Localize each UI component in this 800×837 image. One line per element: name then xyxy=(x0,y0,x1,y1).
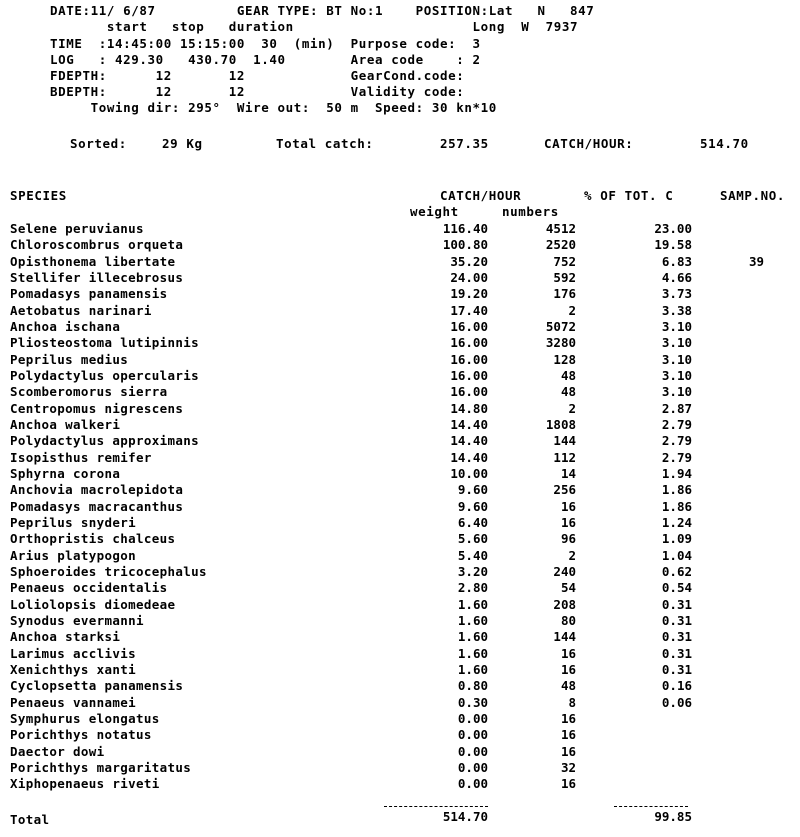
weight-value: 1.60 xyxy=(457,646,488,661)
column-header-species: SPECIES xyxy=(10,188,67,203)
numbers-value: 48 xyxy=(560,384,576,399)
pct-value: 1.86 xyxy=(661,499,692,514)
numbers-value: 2 xyxy=(568,548,576,563)
species-name: Centropomus nigrescens xyxy=(10,401,184,416)
species-name: Chloroscombrus orqueta xyxy=(10,237,184,252)
species-name: Arius platypogon xyxy=(10,548,137,563)
species-name: Daector dowi xyxy=(10,744,105,759)
pct-value: 0.31 xyxy=(661,597,692,612)
pct-value: 0.31 xyxy=(661,613,692,628)
species-name: Pomadasys macracanthus xyxy=(10,499,184,514)
numbers-value: 5072 xyxy=(545,319,576,334)
species-name: Sphoeroides tricocephalus xyxy=(10,564,207,579)
weight-value: 24.00 xyxy=(450,270,488,285)
species-name: Opisthonema libertate xyxy=(10,254,176,269)
numbers-value: 752 xyxy=(553,254,576,269)
pct-value: 4.66 xyxy=(661,270,692,285)
column-header-pct-of-total: % OF TOT. C xyxy=(584,188,674,203)
weight-value: 0.30 xyxy=(457,695,488,710)
species-name: Polydactylus opercularis xyxy=(10,368,200,383)
pct-value: 1.09 xyxy=(661,531,692,546)
numbers-value: 16 xyxy=(560,711,576,726)
header-line-towing: Towing dir: 295° Wire out: 50 m Speed: 30 kn*10 xyxy=(50,100,497,115)
species-name: Selene peruvianus xyxy=(10,221,144,236)
numbers-value: 592 xyxy=(553,270,576,285)
species-name: Sphyrna corona xyxy=(10,466,121,481)
total-weight: 514.70 xyxy=(442,809,488,824)
numbers-value: 48 xyxy=(560,368,576,383)
pct-value: 3.10 xyxy=(661,368,692,383)
numbers-value: 144 xyxy=(553,629,576,644)
weight-value: 5.40 xyxy=(457,548,488,563)
weight-value: 0.80 xyxy=(457,678,488,693)
numbers-value: 1808 xyxy=(545,417,576,432)
weight-value: 1.60 xyxy=(457,597,488,612)
weight-value: 0.00 xyxy=(457,776,488,791)
weight-value: 100.80 xyxy=(442,237,488,252)
numbers-value: 176 xyxy=(553,286,576,301)
weight-value: 17.40 xyxy=(450,303,488,318)
header-line-time: TIME :14:45:00 15:15:00 30 (min) Purpose code: 3 xyxy=(50,36,481,51)
weight-value: 14.40 xyxy=(450,433,488,448)
pct-value: 0.62 xyxy=(661,564,692,579)
weight-value: 14.40 xyxy=(450,450,488,465)
numbers-value: 32 xyxy=(560,760,576,775)
pct-value: 2.79 xyxy=(661,433,692,448)
numbers-value: 3280 xyxy=(545,335,576,350)
numbers-value: 2 xyxy=(568,303,576,318)
weight-value: 116.40 xyxy=(442,221,488,236)
pct-value: 0.31 xyxy=(661,646,692,661)
pct-value: 0.06 xyxy=(661,695,692,710)
weight-value: 16.00 xyxy=(450,384,488,399)
species-name: Aetobatus narinari xyxy=(10,303,152,318)
pct-value: 23.00 xyxy=(654,221,692,236)
total-pct: 99.85 xyxy=(654,809,692,824)
pct-value: 0.16 xyxy=(661,678,692,693)
species-name: Anchoa starksi xyxy=(10,629,121,644)
species-name: Porichthys margaritatus xyxy=(10,760,192,775)
total-label: Total xyxy=(10,812,50,827)
species-name: Orthopristis chalceus xyxy=(10,531,176,546)
numbers-value: 256 xyxy=(553,482,576,497)
pct-value: 1.04 xyxy=(661,548,692,563)
header-line-bdepth: BDEPTH: 12 12 Validity code: xyxy=(50,84,465,99)
numbers-value: 112 xyxy=(553,450,576,465)
species-name: Pliosteostoma lutipinnis xyxy=(10,335,200,350)
column-header-samp-no: SAMP.NO. xyxy=(720,188,786,203)
species-name: Scomberomorus sierra xyxy=(10,384,168,399)
catch-hour-label: CATCH/HOUR: xyxy=(544,136,634,151)
samp-value: 39 xyxy=(748,254,764,269)
numbers-value: 208 xyxy=(553,597,576,612)
species-name: Stellifer illecebrosus xyxy=(10,270,184,285)
species-name: Xiphopenaeus riveti xyxy=(10,776,160,791)
header-line-date-gear-position: DATE:11/ 6/87 GEAR TYPE: BT No:1 POSITION:Lat N 847 xyxy=(50,3,595,18)
pct-value: 19.58 xyxy=(654,237,692,252)
pct-value: 2.79 xyxy=(661,417,692,432)
numbers-value: 16 xyxy=(560,646,576,661)
pct-value: 3.10 xyxy=(661,384,692,399)
species-name: Peprilus medius xyxy=(10,352,129,367)
species-name: Polydactylus approximans xyxy=(10,433,200,448)
subheader-numbers: numbers xyxy=(502,204,559,219)
weight-value: 9.60 xyxy=(457,499,488,514)
species-name: Xenichthys xanti xyxy=(10,662,137,677)
weight-value: 5.60 xyxy=(457,531,488,546)
weight-value: 9.60 xyxy=(457,482,488,497)
species-name: Synodus evermanni xyxy=(10,613,144,628)
weight-value: 3.20 xyxy=(457,564,488,579)
numbers-value: 8 xyxy=(568,695,576,710)
numbers-value: 16 xyxy=(560,727,576,742)
weight-value: 16.00 xyxy=(450,335,488,350)
pct-value: 0.31 xyxy=(661,662,692,677)
total-weight-rule xyxy=(384,806,488,807)
pct-value: 0.54 xyxy=(661,580,692,595)
numbers-value: 16 xyxy=(560,515,576,530)
weight-value: 1.60 xyxy=(457,613,488,628)
header-line-log: LOG : 429.30 430.70 1.40 Area code : 2 xyxy=(50,52,481,67)
weight-value: 1.60 xyxy=(457,662,488,677)
pct-value: 1.24 xyxy=(661,515,692,530)
pct-value: 1.86 xyxy=(661,482,692,497)
pct-value: 3.10 xyxy=(661,352,692,367)
species-name: Porichthys notatus xyxy=(10,727,152,742)
species-name: Symphurus elongatus xyxy=(10,711,160,726)
pct-value: 2.79 xyxy=(661,450,692,465)
species-name: Cyclopsetta panamensis xyxy=(10,678,184,693)
weight-value: 0.00 xyxy=(457,711,488,726)
numbers-value: 48 xyxy=(560,678,576,693)
subheader-weight: weight xyxy=(410,204,459,219)
species-name: Loliolopsis diomedeae xyxy=(10,597,176,612)
numbers-value: 16 xyxy=(560,744,576,759)
numbers-value: 4512 xyxy=(545,221,576,236)
header-line-start-stop-duration: start stop duration Long W 7937 xyxy=(50,19,579,34)
total-pct-rule xyxy=(614,806,688,807)
species-name: Larimus acclivis xyxy=(10,646,137,661)
catch-hour-value: 514.70 xyxy=(700,136,749,151)
species-name: Peprilus snyderi xyxy=(10,515,137,530)
weight-value: 16.00 xyxy=(450,368,488,383)
column-header-catch-hour: CATCH/HOUR xyxy=(440,188,522,203)
numbers-value: 16 xyxy=(560,662,576,677)
numbers-value: 54 xyxy=(560,580,576,595)
weight-value: 14.40 xyxy=(450,417,488,432)
species-name: Penaeus occidentalis xyxy=(10,580,168,595)
numbers-value: 2 xyxy=(568,401,576,416)
numbers-value: 16 xyxy=(560,499,576,514)
weight-value: 1.60 xyxy=(457,629,488,644)
numbers-value: 128 xyxy=(553,352,576,367)
species-name: Anchoa walkeri xyxy=(10,417,121,432)
total-catch-value: 257.35 xyxy=(440,136,489,151)
weight-value: 0.00 xyxy=(457,744,488,759)
pct-value: 6.83 xyxy=(661,254,692,269)
numbers-value: 2520 xyxy=(545,237,576,252)
weight-value: 16.00 xyxy=(450,319,488,334)
weight-value: 16.00 xyxy=(450,352,488,367)
species-name: Isopisthus remifer xyxy=(10,450,152,465)
pct-value: 3.10 xyxy=(661,335,692,350)
species-name: Pomadasys panamensis xyxy=(10,286,168,301)
numbers-value: 96 xyxy=(560,531,576,546)
weight-value: 0.00 xyxy=(457,760,488,775)
weight-value: 0.00 xyxy=(457,727,488,742)
species-name: Anchoa ischana xyxy=(10,319,121,334)
sorted-value: 29 Kg xyxy=(162,136,203,151)
pct-value: 1.94 xyxy=(661,466,692,481)
numbers-value: 14 xyxy=(560,466,576,481)
weight-value: 19.20 xyxy=(450,286,488,301)
pct-value: 3.38 xyxy=(661,303,692,318)
numbers-value: 16 xyxy=(560,776,576,791)
weight-value: 6.40 xyxy=(457,515,488,530)
weight-value: 35.20 xyxy=(450,254,488,269)
weight-value: 10.00 xyxy=(450,466,488,481)
pct-value: 2.87 xyxy=(661,401,692,416)
pct-value: 0.31 xyxy=(661,629,692,644)
total-catch-label: Total catch: xyxy=(276,136,374,151)
numbers-value: 144 xyxy=(553,433,576,448)
weight-value: 14.80 xyxy=(450,401,488,416)
numbers-value: 80 xyxy=(560,613,576,628)
species-name: Anchovia macrolepidota xyxy=(10,482,184,497)
species-name: Penaeus vannamei xyxy=(10,695,137,710)
pct-value: 3.73 xyxy=(661,286,692,301)
header-line-fdepth: FDEPTH: 12 12 GearCond.code: xyxy=(50,68,465,83)
weight-value: 2.80 xyxy=(457,580,488,595)
pct-value: 3.10 xyxy=(661,319,692,334)
sorted-label: Sorted: xyxy=(70,136,127,151)
numbers-value: 240 xyxy=(553,564,576,579)
